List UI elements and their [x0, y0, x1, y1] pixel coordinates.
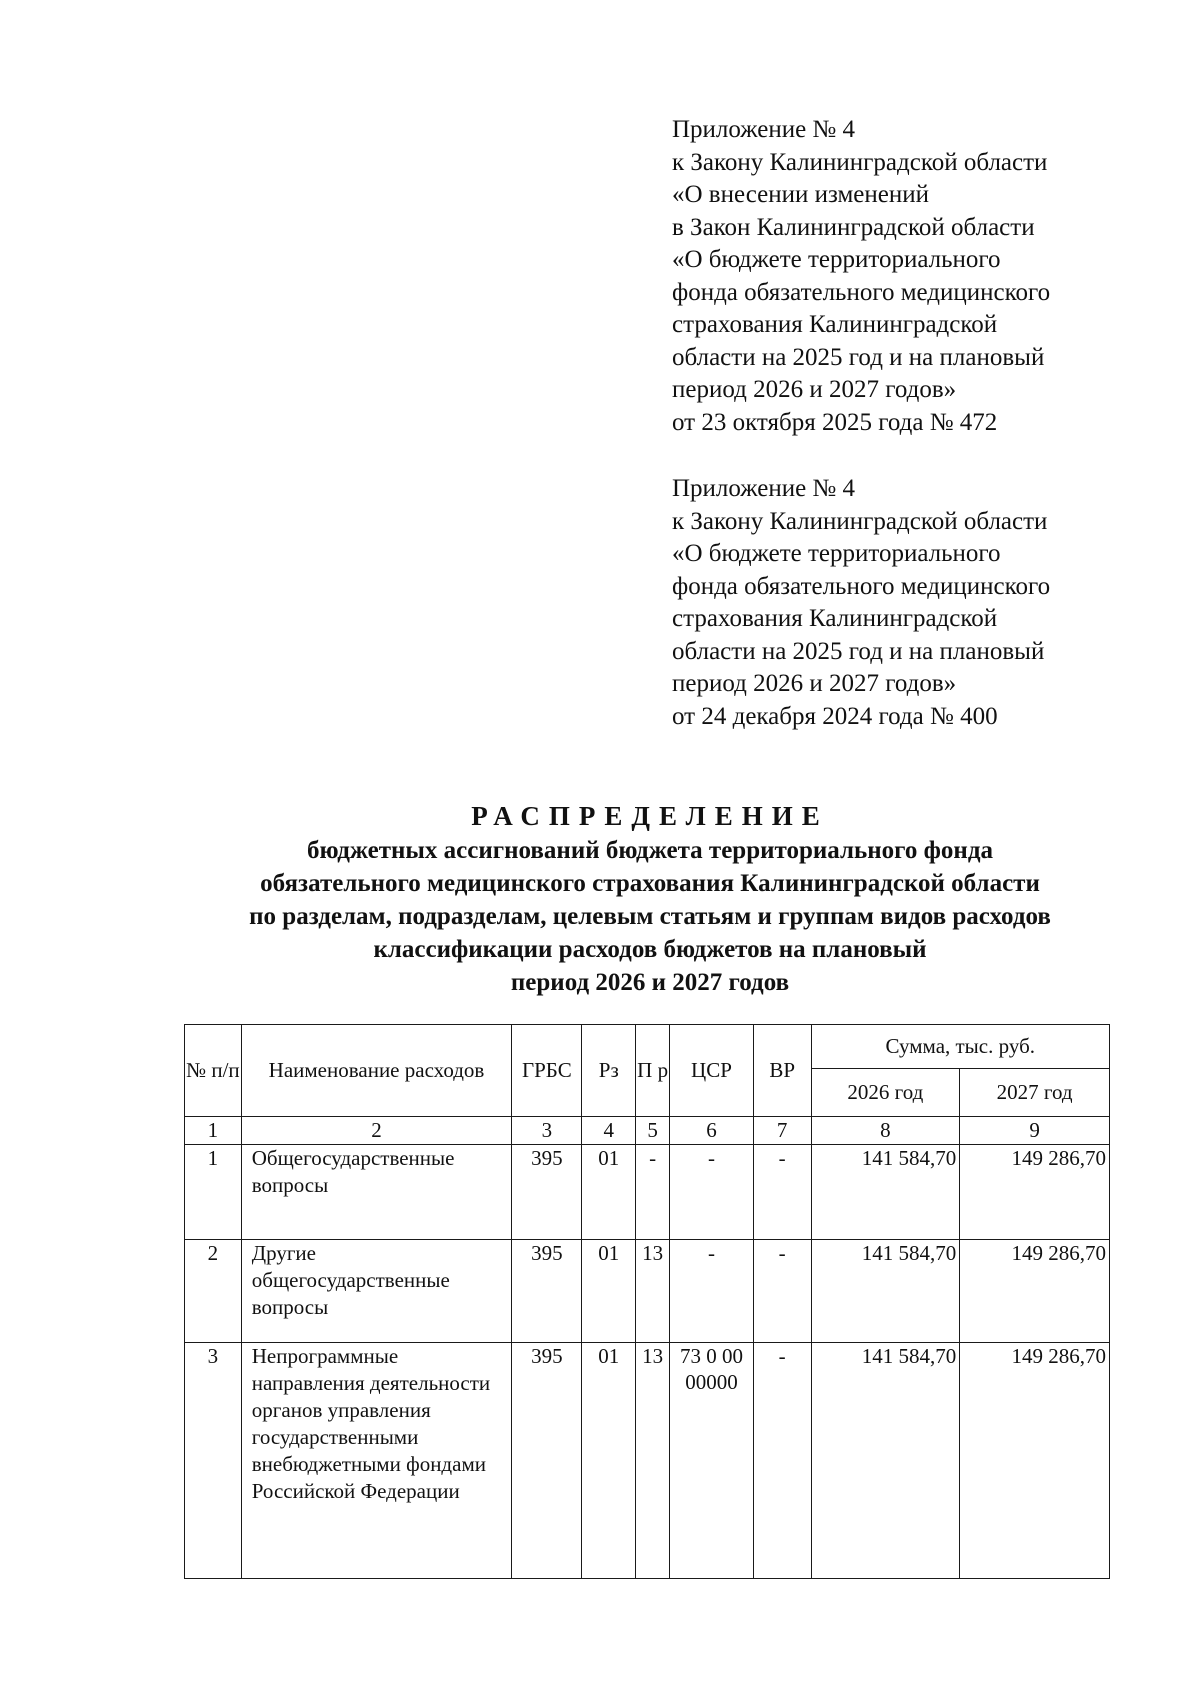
- header-name: Наименование расходов: [241, 1025, 511, 1117]
- appendix-line: «О бюджете территориального: [672, 246, 1001, 273]
- row-rz: 01: [582, 1145, 636, 1240]
- appendix-line: к Закону Калининградской области: [672, 507, 1048, 535]
- appendix-line: в Закон Калининградской области: [672, 213, 1035, 241]
- column-number: 9: [960, 1117, 1110, 1145]
- row-amount-2027: 149 286,70: [960, 1145, 1110, 1240]
- title-line: бюджетных ассигнований бюджета территориального фонда: [307, 837, 993, 864]
- appendix-line: фонда обязательного медицинского: [672, 572, 1051, 600]
- row-vr: -: [753, 1343, 811, 1579]
- row-vr: -: [753, 1145, 811, 1240]
- title-main: РАСПРЕДЕЛЕНИЕ: [471, 801, 829, 831]
- header-vr: ВР: [753, 1025, 811, 1117]
- header-grbs: ГРБС: [512, 1025, 582, 1117]
- header-csr: ЦСР: [670, 1025, 754, 1117]
- row-rz: 01: [582, 1240, 636, 1343]
- appendix-line: области на 2025 год и на плановый: [672, 637, 1045, 665]
- table-row: [185, 1343, 1110, 1579]
- column-number: 6: [670, 1117, 754, 1145]
- row-pr: 13: [636, 1343, 670, 1579]
- row-csr: -: [670, 1145, 754, 1240]
- row-vr: -: [753, 1240, 811, 1343]
- row-num: 3: [185, 1343, 242, 1579]
- column-number: 7: [753, 1117, 811, 1145]
- appendix-line: страхования Калининградской: [672, 311, 998, 338]
- column-number: 1: [185, 1117, 242, 1145]
- title-line: по разделам, подразделам, целевым статьям и группам видов расходов: [249, 903, 1051, 930]
- title-line: классификации расходов бюджетов на плановый: [373, 936, 927, 963]
- row-amount-2026: 141 584,70: [811, 1240, 960, 1343]
- appendix-line: период 2026 и 2027 годов»: [672, 670, 957, 697]
- appendix-line: Приложение № 4: [672, 116, 856, 143]
- row-pr: 13: [636, 1240, 670, 1343]
- appendix-original-note: [672, 473, 1172, 733]
- appendix-current-note: [672, 114, 1172, 439]
- table-row: [185, 1145, 1110, 1240]
- row-num: 2: [185, 1240, 242, 1343]
- title-line: обязательного медицинского страхования Калининградской области: [260, 870, 1040, 897]
- header-rz: Рз: [582, 1025, 636, 1117]
- row-name: Общегосударственные вопросы: [241, 1145, 511, 1240]
- row-num: 1: [185, 1145, 242, 1240]
- appendix-line: фонда обязательного медицинского: [672, 278, 1051, 306]
- appendix-line: «О бюджете территориального: [672, 540, 1001, 567]
- column-number: 4: [582, 1117, 636, 1145]
- header-sum: Сумма, тыс. руб.: [811, 1025, 1109, 1069]
- header-num: № п/п: [185, 1025, 242, 1117]
- document-title: [130, 798, 1170, 999]
- row-name: Другие общегосударственные вопросы: [241, 1240, 511, 1343]
- appendix-line: области на 2025 год и на плановый: [672, 343, 1045, 371]
- appendix-line: от 23 октября 2025 года № 472: [672, 408, 998, 436]
- row-amount-2026: 141 584,70: [811, 1145, 960, 1240]
- column-number: 3: [512, 1117, 582, 1145]
- column-number-row: [185, 1117, 1110, 1145]
- row-grbs: 395: [512, 1145, 582, 1240]
- row-grbs: 395: [512, 1240, 582, 1343]
- row-amount-2026: 141 584,70: [811, 1343, 960, 1579]
- row-amount-2027: 149 286,70: [960, 1240, 1110, 1343]
- row-name: Непрограммные направления деятельности органов управления государственными внебюджетными фондами Российской Федерации: [241, 1343, 511, 1579]
- title-line: период 2026 и 2027 годов: [510, 969, 790, 996]
- appendix-line: к Закону Калининградской области: [672, 148, 1048, 176]
- column-number: 2: [241, 1117, 511, 1145]
- appendix-line: страхования Калининградской: [672, 605, 998, 632]
- appendix-line: Приложение № 4: [672, 475, 856, 502]
- header-2026: 2026 год: [811, 1069, 960, 1117]
- row-amount-2027: 149 286,70: [960, 1343, 1110, 1579]
- appendix-line: от 24 декабря 2024 года № 400: [672, 702, 998, 730]
- budget-table: [184, 1024, 1110, 1579]
- header-pr: П р: [636, 1025, 670, 1117]
- appendix-line: «О внесении изменений: [672, 181, 930, 208]
- row-csr: -: [670, 1240, 754, 1343]
- table-row: [185, 1240, 1110, 1343]
- row-pr: -: [636, 1145, 670, 1240]
- row-grbs: 395: [512, 1343, 582, 1579]
- column-number: 8: [811, 1117, 960, 1145]
- column-number: 5: [636, 1117, 670, 1145]
- row-csr: 73 0 00 00000: [670, 1343, 754, 1579]
- header-2027: 2027 год: [960, 1069, 1110, 1117]
- appendix-line: период 2026 и 2027 годов»: [672, 376, 957, 403]
- row-rz: 01: [582, 1343, 636, 1579]
